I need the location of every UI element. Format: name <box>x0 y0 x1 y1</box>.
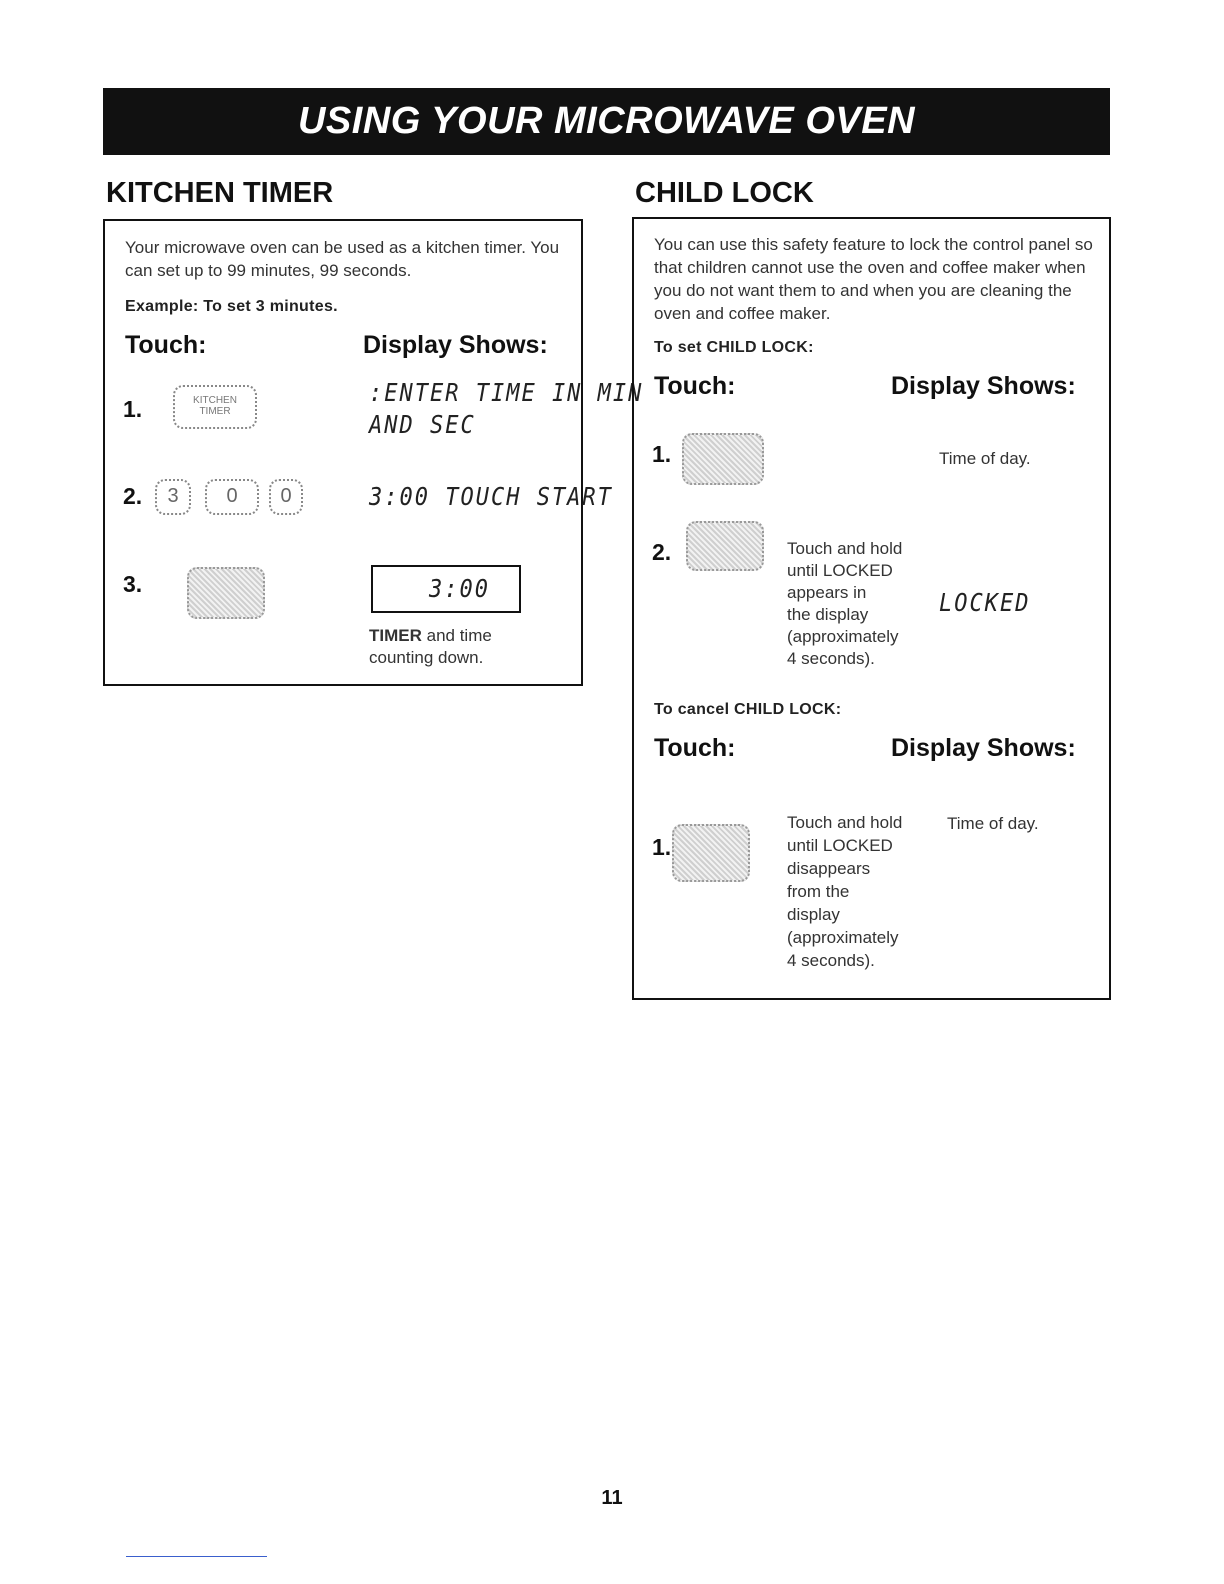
cl-cancel-instr-line-6: (approximately <box>787 928 899 947</box>
number-key-0-second[interactable]: 0 <box>269 479 303 515</box>
start-key-hold[interactable] <box>686 521 764 571</box>
kitchen-timer-key-label-1: KITCHEN <box>193 395 237 406</box>
kitchen-timer-key[interactable] <box>173 385 257 429</box>
child-lock-cancel-display-header: Display Shows: <box>891 734 1076 762</box>
child-lock-title: CHILD LOCK <box>635 177 814 209</box>
cl-set-step-1-number: 1. <box>652 441 672 467</box>
cl-set-instr-line-2: until LOCKED <box>787 561 893 580</box>
cl-cancel-step-1-number: 1. <box>652 834 672 860</box>
number-key-0[interactable]: 0 <box>205 479 259 515</box>
kitchen-timer-key-label-2: TIMER <box>199 406 231 417</box>
cl-cancel-step-1-instruction <box>787 811 937 972</box>
child-lock-intro: You can use this safety feature to lock the control panel so that children cannot use the oven and coffee maker when you do not want them to and when you are cleaning the oven and coffee maker. <box>654 235 1093 323</box>
start-key-cancel[interactable] <box>672 824 750 882</box>
cl-set-instr-line-6: 4 seconds). <box>787 649 875 668</box>
cl-set-instr-line-1: Touch and hold <box>787 539 903 558</box>
page-banner: USING YOUR MICROWAVE OVEN <box>103 88 1110 155</box>
child-lock-box <box>632 217 1111 1000</box>
kitchen-timer-display-header: Display Shows: <box>363 331 548 359</box>
cl-set-step-1-display: Time of day. <box>939 449 1031 468</box>
cl-cancel-instr-line-7: 4 seconds). <box>787 951 875 970</box>
kt-step-1-display-line-1: :ENTER TIME IN MIN <box>369 379 644 408</box>
cl-cancel-instr-line-5: display <box>787 905 840 924</box>
kt-step-3-note-line-2: counting down. <box>369 648 484 667</box>
cl-cancel-step-1-display: Time of day. <box>947 814 1039 833</box>
cl-set-step-2-number: 2. <box>652 539 672 565</box>
kt-step-3-note-bold: TIMER <box>369 626 422 645</box>
kitchen-timer-example: Example: To set 3 minutes. <box>125 298 338 315</box>
number-key-3[interactable]: 3 <box>155 479 191 515</box>
child-lock-touch-header: Touch: <box>654 372 736 400</box>
stop-clear-key[interactable] <box>682 433 764 485</box>
cl-cancel-instr-line-4: from the <box>787 882 850 901</box>
child-lock-cancel-touch-header: Touch: <box>654 734 736 762</box>
timer-display-box <box>371 565 521 613</box>
cl-set-instr-line-5: (approximately <box>787 627 899 646</box>
kt-step-2-number: 2. <box>123 483 143 509</box>
cl-cancel-instr-line-3: disappears <box>787 859 871 878</box>
cl-set-instr-line-4: the display <box>787 605 869 624</box>
kitchen-timer-touch-header: Touch: <box>125 331 207 359</box>
footer-rule <box>126 1556 267 1557</box>
kt-step-3-number: 3. <box>123 571 143 597</box>
cl-set-step-2-display: LOCKED <box>939 589 1031 618</box>
kt-step-2-display: 3:00 TOUCH START <box>369 483 613 512</box>
cl-set-step-2-instruction <box>787 538 937 670</box>
kt-step-1-number: 1. <box>123 396 143 422</box>
kitchen-timer-box <box>103 219 644 686</box>
page-number: 11 <box>601 1487 623 1509</box>
cl-cancel-instr-line-2: until LOCKED <box>787 836 893 855</box>
child-lock-display-header: Display Shows: <box>891 372 1076 400</box>
kt-step-3-note-rest: and time <box>421 626 492 645</box>
kt-step-1-display-line-2: AND SEC <box>369 411 476 440</box>
cl-cancel-instr-line-1: Touch and hold <box>787 813 903 832</box>
start-key[interactable] <box>187 567 265 619</box>
child-lock-set-label: To set CHILD LOCK: <box>654 339 814 356</box>
kitchen-timer-intro: Your microwave oven can be used as a kitchen timer. You can set up to 99 minutes, 99 seconds. <box>125 238 560 280</box>
kt-step-3-display: 3:00 <box>429 575 490 604</box>
kitchen-timer-title: KITCHEN TIMER <box>106 177 334 209</box>
kt-step-3-note <box>369 625 549 669</box>
child-lock-cancel-label: To cancel CHILD LOCK: <box>654 701 842 718</box>
cl-set-instr-line-3: appears in <box>787 583 867 602</box>
